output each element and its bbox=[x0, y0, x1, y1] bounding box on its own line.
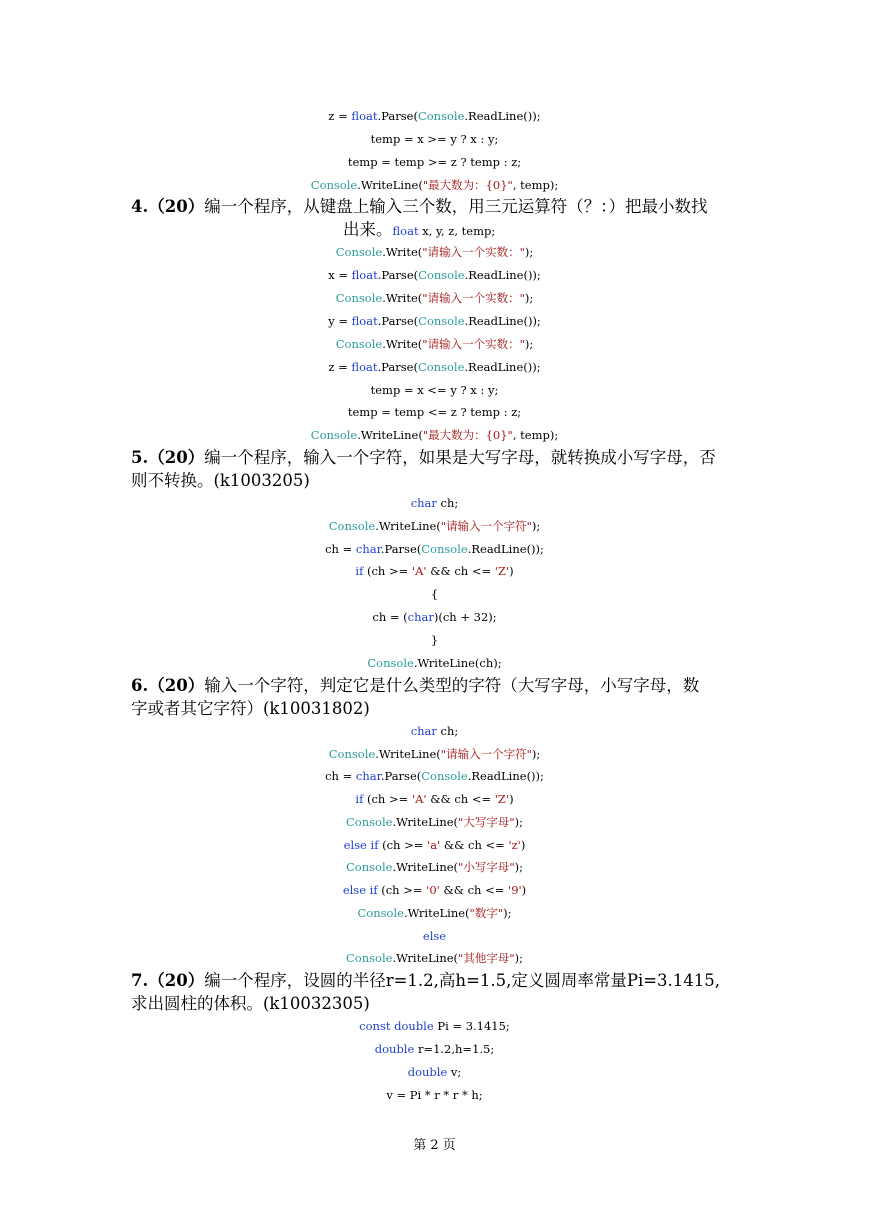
code-text: temp = temp <= z ? temp : z; bbox=[347, 405, 522, 419]
code-text: .ReadLine()); bbox=[467, 542, 544, 556]
q4-heading bbox=[131, 195, 741, 218]
code-line bbox=[0, 1087, 869, 1103]
code-text: .WriteLine( bbox=[375, 519, 441, 533]
code-class-name: Console bbox=[310, 428, 358, 442]
q6-number: 6. bbox=[131, 676, 149, 695]
code-line bbox=[0, 928, 869, 944]
code-keyword: if bbox=[355, 564, 364, 578]
code-text: x = bbox=[328, 268, 352, 282]
code-keyword: float bbox=[351, 360, 378, 374]
q7-heading bbox=[131, 969, 741, 1015]
code-text: )(ch + 32); bbox=[433, 610, 497, 624]
code-string: "最大数为：{0}" bbox=[422, 428, 513, 442]
code-text: .WriteLine( bbox=[392, 860, 459, 874]
code-keyword: float bbox=[351, 109, 378, 123]
code-line bbox=[0, 882, 869, 898]
code-string: '9' bbox=[508, 883, 522, 897]
code-string: "数字" bbox=[469, 906, 504, 920]
code-line bbox=[0, 177, 869, 193]
code-string: "其他字母" bbox=[458, 951, 515, 965]
code-text: .Write( bbox=[382, 291, 423, 305]
q4-heading-line2 bbox=[343, 218, 743, 243]
code-text: ); bbox=[514, 860, 523, 874]
code-string: 'z' bbox=[508, 838, 521, 852]
code-class-name: Console bbox=[328, 519, 376, 533]
code-line bbox=[0, 859, 869, 875]
code-text: r=1.2,h=1.5; bbox=[414, 1042, 495, 1056]
page-footer bbox=[0, 1137, 869, 1155]
q4-text-line1: 编一个程序，从键盘上输入三个数，用三元运算符（？：）把最小数找 bbox=[204, 197, 708, 216]
code-line bbox=[0, 154, 869, 170]
code-string: 'A' bbox=[411, 564, 427, 578]
code-line bbox=[0, 586, 869, 602]
code-class-name: Console bbox=[421, 542, 468, 556]
q6-heading bbox=[131, 674, 741, 720]
code-text: Pi = 3.1415; bbox=[433, 1019, 510, 1033]
code-line bbox=[0, 746, 869, 762]
code-text: y = bbox=[328, 314, 352, 328]
code-text: ); bbox=[524, 337, 534, 351]
code-text: .Parse( bbox=[377, 314, 419, 328]
code-keyword: double bbox=[407, 1065, 448, 1079]
code-line bbox=[0, 382, 869, 398]
code-string: "请输入一个实数：" bbox=[422, 245, 525, 259]
code-text: && ch <= bbox=[426, 564, 495, 578]
code-text: && ch <= bbox=[440, 838, 509, 852]
code-line bbox=[0, 905, 869, 921]
code-class-name: Console bbox=[328, 747, 376, 761]
code-text: .ReadLine()); bbox=[467, 769, 544, 783]
code-line bbox=[0, 244, 869, 260]
code-text: v = Pi * r * r * h; bbox=[386, 1088, 483, 1102]
q7-text-line2: 求出圆柱的体积。(k10032305) bbox=[131, 994, 370, 1013]
code-text: ); bbox=[503, 906, 512, 920]
code-text: ) bbox=[521, 883, 527, 897]
q7-number: 7. bbox=[131, 971, 149, 990]
code-text: .Write( bbox=[382, 245, 423, 259]
q4-text-line2: 出来。 bbox=[343, 220, 393, 239]
code-string: "最大数为：{0}" bbox=[422, 178, 513, 192]
code-class-name: Console bbox=[417, 109, 465, 123]
code-text: .Parse( bbox=[377, 268, 419, 282]
code-text: ); bbox=[514, 951, 523, 965]
code-text: && ch <= bbox=[426, 792, 495, 806]
code-line bbox=[0, 359, 869, 375]
q4-code-inline bbox=[393, 224, 496, 238]
code-keyword: char bbox=[410, 724, 437, 738]
code-text: .ReadLine()); bbox=[464, 314, 541, 328]
code-text: ); bbox=[531, 519, 541, 533]
code-line bbox=[0, 655, 869, 671]
code-line bbox=[0, 768, 869, 784]
code-text: temp = x <= y ? x : y; bbox=[370, 383, 499, 397]
code-line bbox=[0, 563, 869, 579]
q6-text-line2: 字或者其它字符）(k10031802) bbox=[131, 699, 370, 718]
code-text: .WriteLine( bbox=[357, 428, 423, 442]
code-text: (ch >= bbox=[377, 883, 427, 897]
q5-text-line1: 编一个程序，输入一个字符，如果是大写字母，就转换成小写字母，否 bbox=[204, 448, 716, 467]
code-text: .ReadLine()); bbox=[464, 109, 541, 123]
code-string: "请输入一个实数：" bbox=[422, 291, 525, 305]
code-text: temp = x >= y ? x : y; bbox=[370, 132, 499, 146]
code-text: .WriteLine( bbox=[392, 815, 459, 829]
code-text: .WriteLine(ch); bbox=[413, 656, 502, 670]
code-line bbox=[0, 108, 869, 124]
code-keyword: char bbox=[410, 496, 437, 510]
code-keyword: float bbox=[392, 224, 419, 238]
code-keyword: char bbox=[355, 542, 381, 556]
page-number: 第 2 页 bbox=[413, 1138, 456, 1153]
q7-text-line1: 编一个程序，设圆的半径r=1.2,高h=1.5,定义圆周率常量Pi=3.1415, bbox=[204, 971, 721, 990]
code-line bbox=[0, 1018, 869, 1034]
code-text: ch; bbox=[436, 724, 459, 738]
code-string: "请输入一个实数：" bbox=[422, 337, 525, 351]
q5-text-line2: 则不转换。(k1003205) bbox=[131, 471, 310, 490]
code-text: ) bbox=[509, 792, 514, 806]
code-text: .Parse( bbox=[380, 769, 422, 783]
code-text: .ReadLine()); bbox=[464, 268, 541, 282]
code-text: && ch <= bbox=[439, 883, 509, 897]
q7-points: （20） bbox=[148, 971, 205, 990]
code-line bbox=[0, 267, 869, 283]
code-line bbox=[0, 427, 869, 443]
code-line bbox=[0, 336, 869, 352]
code-keyword: if bbox=[355, 792, 364, 806]
code-line bbox=[0, 290, 869, 306]
q5-points: （20） bbox=[148, 448, 205, 467]
code-keyword: float bbox=[351, 314, 378, 328]
code-line bbox=[0, 950, 869, 966]
code-class-name: Console bbox=[418, 314, 465, 328]
code-text: , temp); bbox=[512, 428, 559, 442]
code-line bbox=[0, 1041, 869, 1057]
code-string: 'a' bbox=[427, 838, 441, 852]
code-keyword: char bbox=[355, 769, 381, 783]
q6-text-line1: 输入一个字符，判定它是什么类型的字符（大写字母，小写字母，数 bbox=[204, 676, 700, 695]
code-text: ); bbox=[514, 815, 523, 829]
code-keyword: const double bbox=[359, 1019, 434, 1033]
code-line bbox=[0, 814, 869, 830]
q5-heading bbox=[131, 446, 741, 492]
code-line bbox=[0, 1064, 869, 1080]
code-text: ); bbox=[531, 747, 541, 761]
code-string: 'Z' bbox=[494, 564, 510, 578]
code-text: ); bbox=[524, 245, 534, 259]
q5-number: 5. bbox=[131, 448, 149, 467]
code-text: z = bbox=[328, 109, 352, 123]
code-text: Parse( bbox=[381, 109, 418, 123]
code-keyword: else bbox=[422, 929, 447, 943]
code-class-name: Console bbox=[335, 245, 383, 259]
q4-points: （20） bbox=[148, 197, 205, 216]
code-text: ) bbox=[520, 838, 526, 852]
code-class-name: Console bbox=[357, 906, 404, 920]
code-text: .WriteLine( bbox=[392, 951, 459, 965]
code-class-name: Console bbox=[418, 268, 465, 282]
code-class-name: Console bbox=[346, 951, 393, 965]
code-text: .Parse( bbox=[380, 542, 422, 556]
code-text: temp = temp >= z ? temp : z; bbox=[347, 155, 522, 169]
code-string: "大写字母" bbox=[458, 815, 515, 829]
code-text: v; bbox=[447, 1065, 462, 1079]
code-string: 'Z' bbox=[494, 792, 510, 806]
code-keyword: else if bbox=[343, 838, 379, 852]
code-text: z = bbox=[328, 360, 352, 374]
code-class-name: Console bbox=[421, 769, 468, 783]
code-text: x, y, z, temp; bbox=[418, 224, 496, 238]
code-line bbox=[0, 495, 869, 511]
code-text: ); bbox=[524, 291, 534, 305]
code-line bbox=[0, 791, 869, 807]
code-text: .Parse( bbox=[377, 360, 418, 374]
code-line bbox=[0, 313, 869, 329]
code-text: ) bbox=[509, 564, 514, 578]
code-text: ch = bbox=[325, 769, 356, 783]
code-keyword: float bbox=[351, 268, 378, 282]
code-text: .Write( bbox=[382, 337, 423, 351]
code-line bbox=[0, 518, 869, 534]
code-text: .WriteLine( bbox=[375, 747, 441, 761]
code-keyword: else if bbox=[342, 883, 378, 897]
q4-number: 4. bbox=[131, 197, 149, 216]
code-line bbox=[0, 632, 869, 648]
code-class-name: Console bbox=[417, 360, 465, 374]
code-text: ch; bbox=[436, 496, 459, 510]
q6-points: （20） bbox=[148, 676, 205, 695]
code-keyword: char bbox=[407, 610, 434, 624]
code-text: .WriteLine( bbox=[357, 178, 423, 192]
code-class-name: Console bbox=[367, 656, 414, 670]
code-text: { bbox=[430, 587, 439, 601]
code-class-name: Console bbox=[335, 291, 383, 305]
code-line bbox=[0, 541, 869, 557]
code-text: (ch >= bbox=[363, 564, 412, 578]
code-class-name: Console bbox=[335, 337, 383, 351]
code-string: 'A' bbox=[411, 792, 427, 806]
code-class-name: Console bbox=[346, 860, 393, 874]
code-text: , temp); bbox=[512, 178, 559, 192]
code-class-name: Console bbox=[346, 815, 393, 829]
code-line bbox=[0, 404, 869, 420]
code-string: "请输入一个字符" bbox=[440, 747, 532, 761]
code-text: .ReadLine()); bbox=[464, 360, 541, 374]
code-text: . bbox=[377, 109, 382, 123]
code-text: ch = bbox=[325, 542, 356, 556]
code-text: ch = ( bbox=[372, 610, 408, 624]
code-line bbox=[0, 609, 869, 625]
code-string: '0' bbox=[426, 883, 440, 897]
code-line bbox=[0, 723, 869, 739]
code-text: (ch >= bbox=[363, 792, 412, 806]
code-line bbox=[0, 837, 869, 853]
code-text: .WriteLine( bbox=[403, 906, 470, 920]
code-text: (ch >= bbox=[378, 838, 428, 852]
code-string: "小写字母" bbox=[458, 860, 515, 874]
code-text: } bbox=[430, 633, 439, 647]
code-string: "请输入一个字符" bbox=[440, 519, 532, 533]
code-class-name: Console bbox=[310, 178, 358, 192]
code-keyword: double bbox=[374, 1042, 415, 1056]
code-line bbox=[0, 131, 869, 147]
